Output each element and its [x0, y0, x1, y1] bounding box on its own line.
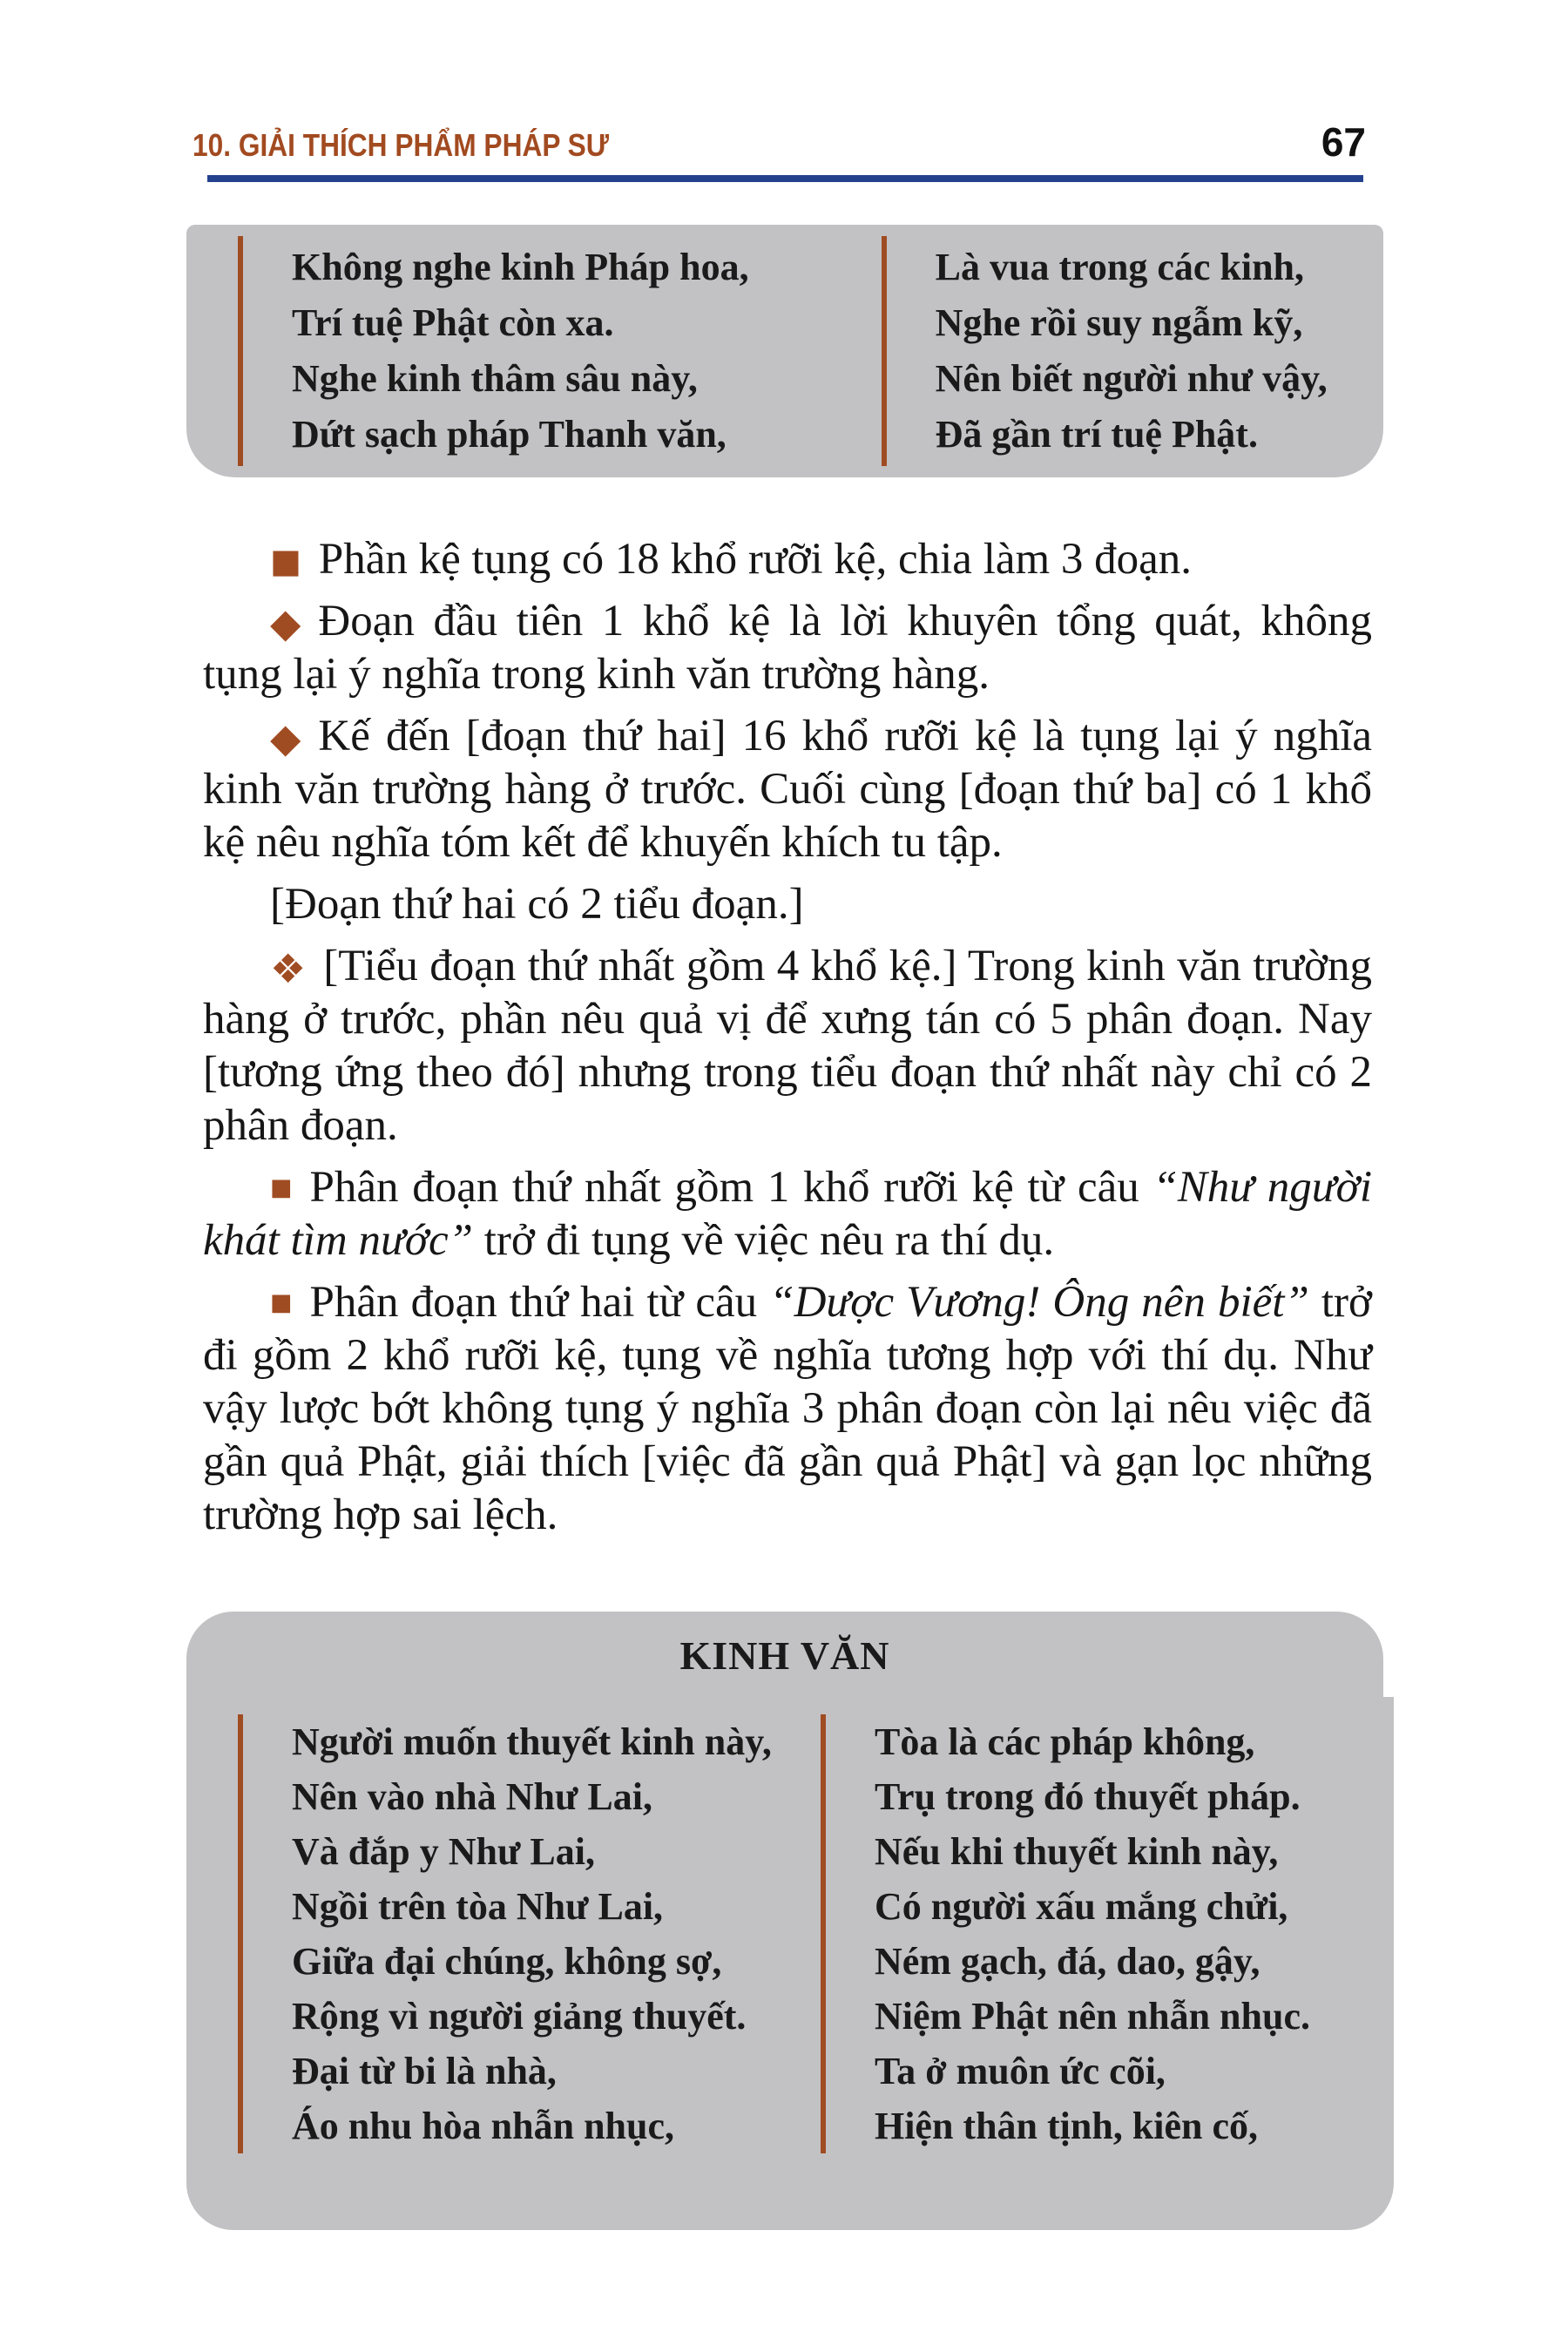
verse-line: Đã gần trí tuệ Phật. — [935, 413, 1258, 456]
verse-line: Tòa là các pháp không, — [874, 1720, 1255, 1763]
verse-line: Có người xấu mắng chửi, — [874, 1885, 1288, 1928]
verse-quote-box — [186, 225, 1383, 477]
verse-line: Nghe kinh thâm sâu này, — [292, 357, 698, 400]
commentary-body — [203, 533, 1372, 1542]
small-square-bullet-icon: ■ — [270, 1289, 293, 1316]
verse-line: Nên vào nhà Như Lai, — [292, 1775, 652, 1818]
quoted-sutra-phrase: “Như người khát tìm nước” — [203, 1163, 1373, 1265]
scripture-column-left — [238, 1714, 821, 2153]
paragraph-text: Phần kệ tụng có 18 khổ rưỡi kệ, chia làm 3 đoạn. — [318, 535, 1193, 584]
body-paragraph — [203, 1161, 1372, 1267]
paragraph-text: Đoạn đầu tiên 1 khổ kệ là lời khuyên tổng quát, không tụng lại ý nghĩa trong kinh văn trường hàng. — [203, 597, 1372, 699]
square-bullet-icon: ■ — [270, 542, 301, 580]
header-rule — [207, 175, 1363, 182]
verse-line: Nên biết người như vậy, — [935, 357, 1328, 400]
body-paragraph — [203, 940, 1372, 1152]
scripture-box — [186, 1612, 1383, 2230]
verse-line: Giữa đại chúng, không sợ, — [292, 1940, 722, 1983]
verse-line: Trí tuệ Phật còn xa. — [292, 301, 614, 344]
paragraph-text: Phân đoạn thứ nhất gồm 1 khổ rưỡi kệ từ câu — [309, 1163, 1153, 1212]
paragraph-text: Kế đến [đoạn thứ hai] 16 khổ rưỡi kệ là tụng lại ý nghĩa kinh văn trường hàng ở trước. Cuối cùng [đoạn thứ ba] có 1 khổ kệ nêu nghĩa tóm kết để khuyến khích tu tập. — [203, 712, 1372, 867]
paragraph-text: [Đoạn thứ hai có 2 tiểu đoạn.] — [270, 880, 804, 929]
diamond-bullet-icon: ◆ — [270, 714, 301, 761]
paragraph-text: [Tiểu đoạn thứ nhất gồm 4 khổ kệ.] Trong kinh văn trường hàng ở trước, phần nêu quả vị để xưng tán có 5 phân đoạn. Nay [tương ứng theo đó] nhưng trong tiểu đoạn thứ nhất này chỉ có 2 phân đoạn. — [203, 942, 1372, 1150]
verse-line: Dứt sạch pháp Thanh văn, — [292, 413, 727, 456]
four-diamond-bullet-icon: ❖ — [270, 945, 307, 992]
scripture-heading: KINH VĂN — [679, 1633, 890, 1678]
paragraph-text: Phân đoạn thứ hai từ câu — [309, 1278, 770, 1327]
scripture-column-right — [821, 1714, 1342, 2153]
verse-line: Là vua trong các kinh, — [935, 246, 1305, 288]
verse-line: Ném gạch, đá, dao, gậy, — [874, 1940, 1260, 1983]
verse-line: Người muốn thuyết kinh này, — [292, 1720, 772, 1763]
verse-line: Rộng vì người giảng thuyết. — [292, 1995, 747, 2038]
paragraph-text: trở đi gồm 2 khổ rưỡi kệ, tụng về nghĩa tương hợp với thí dụ. Như vậy lược bớt không tụng ý nghĩa 3 phân đoạn còn lại nêu việc đã gần quả Phật, giải thích [việc đã gần quả Phật] và gạn lọc những trường hợp sai lệch. — [203, 1278, 1372, 1539]
verse-line: Trụ trong đó thuyết pháp. — [874, 1775, 1301, 1818]
scripture-verse-area — [186, 1714, 1383, 2153]
verse-line: Áo nhu hòa nhẫn nhục, — [292, 2105, 675, 2147]
body-paragraph — [203, 710, 1372, 869]
small-square-bullet-icon: ■ — [270, 1174, 293, 1201]
body-paragraph — [203, 1276, 1372, 1542]
diamond-bullet-icon: ◆ — [270, 599, 301, 646]
verse-line: Ta ở muôn ức cõi, — [874, 2050, 1166, 2092]
verse-line: Nếu khi thuyết kinh này, — [874, 1830, 1279, 1873]
verse-line: Đại từ bi là nhà, — [292, 2050, 557, 2092]
verse-line: Ngồi trên tòa Như Lai, — [292, 1885, 664, 1928]
body-paragraph — [203, 878, 1372, 931]
verse-line: Và đắp y Như Lai, — [292, 1830, 595, 1873]
verse-line: Nghe rồi suy ngẫm kỹ, — [935, 301, 1303, 344]
quoted-sutra-phrase: “Dược Vương! Ông nên biết” — [769, 1278, 1309, 1327]
verse-column-left — [238, 236, 882, 466]
verse-line: Không nghe kinh Pháp hoa, — [292, 246, 749, 288]
body-paragraph — [203, 533, 1372, 586]
verse-column-right — [882, 236, 1342, 466]
body-paragraph — [203, 595, 1372, 701]
verse-line: Hiện thân tịnh, kiên cố, — [874, 2105, 1259, 2147]
verse-line: Niệm Phật nên nhẫn nhục. — [874, 1995, 1310, 2038]
paragraph-text: trở đi tụng về việc nêu ra thí dụ. — [473, 1216, 1055, 1265]
chapter-title: 10. GIẢI THÍCH PHẨM PHÁP SƯ — [193, 127, 610, 163]
page-number: 67 — [1321, 119, 1366, 165]
